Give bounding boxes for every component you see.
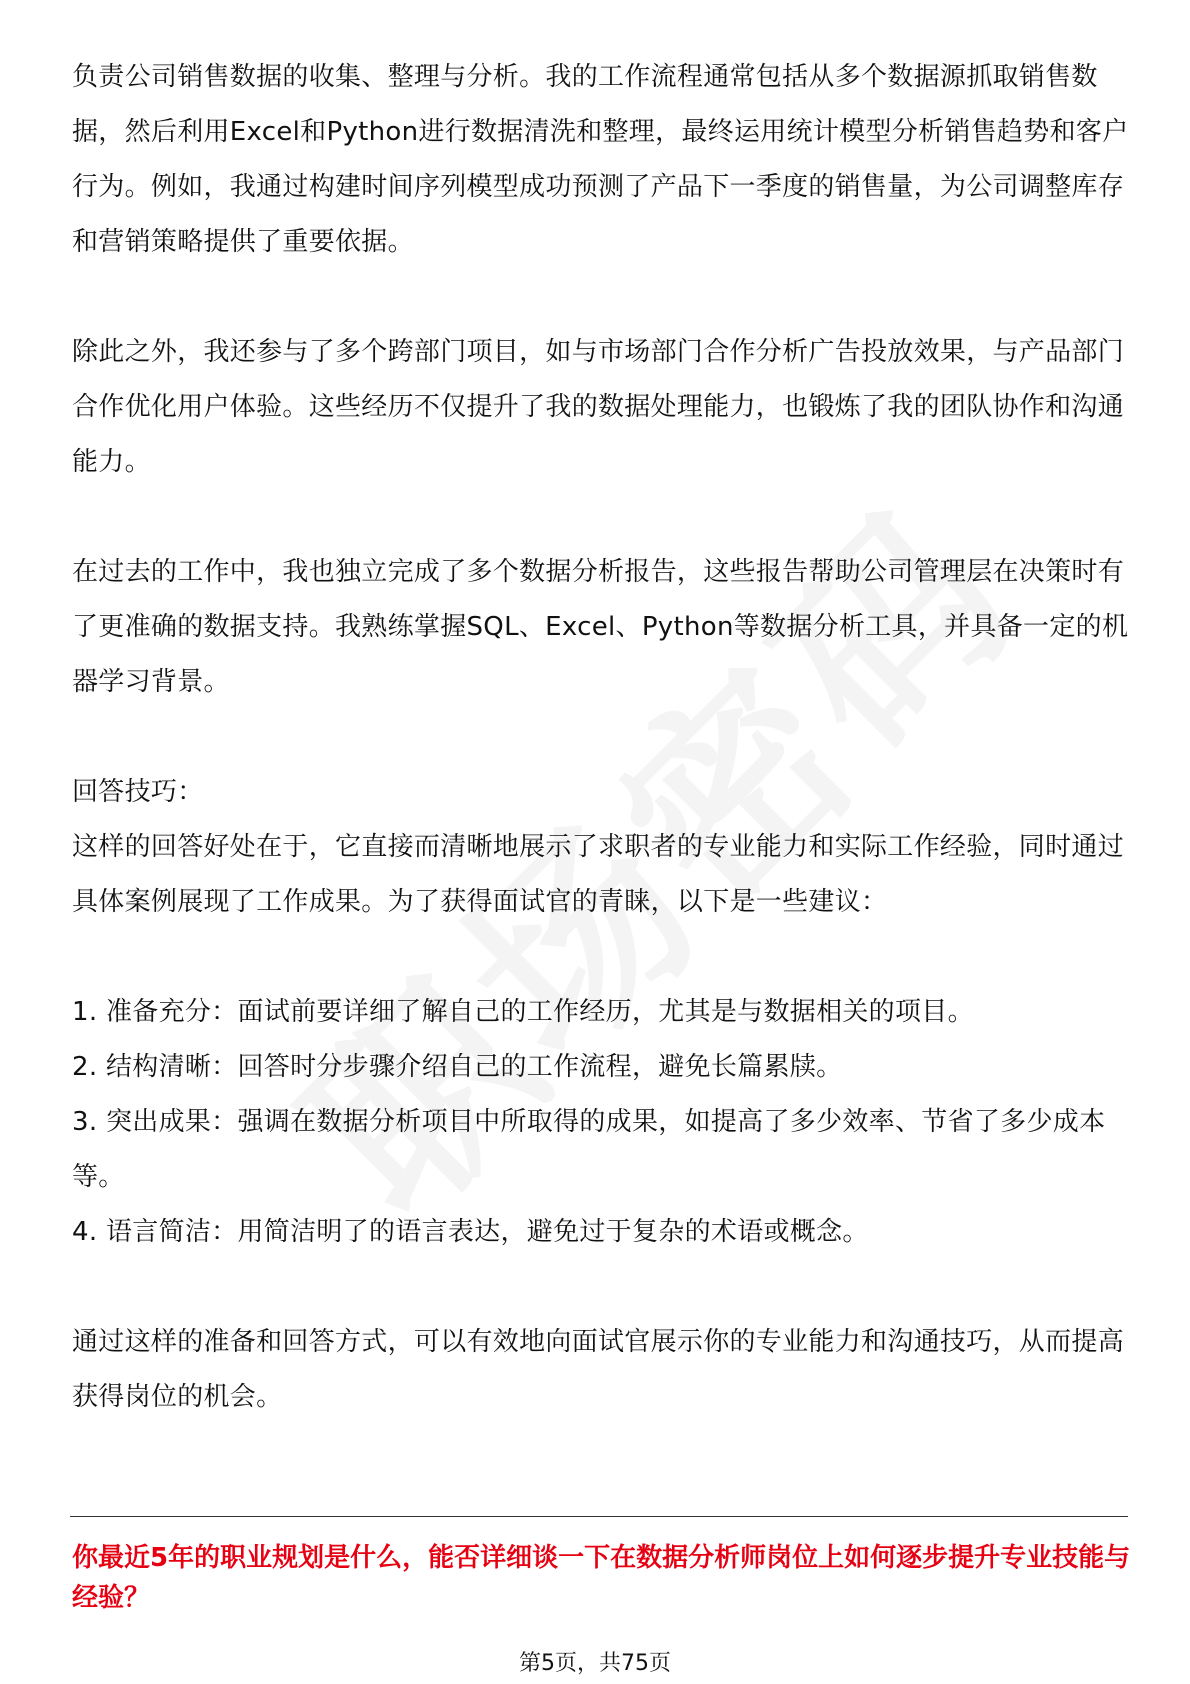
section-divider [70,1516,1128,1517]
answer-body [72,50,1132,1425]
paragraph-gap [72,710,1132,765]
paragraph-gap [72,930,1132,985]
paragraph-gap [72,1260,1132,1315]
list-item: 1. 准备充分：面试前要详细了解自己的工作经历，尤其是与数据相关的项目。 [72,997,974,1027]
list-item: 2. 结构清晰：回答时分步骤介绍自己的工作流程，避免长篇累牍。 [72,1052,843,1082]
paragraph-reports-skills: 在过去的工作中，我也独立完成了多个数据分析报告，这些报告帮助公司管理层在决策时有了更准确的数据支持。我熟练掌握SQL、Excel、Python等数据分析工具，并具备一定的机器学习背景。 [72,557,1129,697]
paragraph-sales-analysis: 负责公司销售数据的收集、整理与分析。我的工作流程通常包括从多个数据源抓取销售数据，然后利用Excel和Python进行数据清洗和整理，最终运用统计模型分析销售趋势和客户行为。例如，我通过构建时间序列模型成功预测了产品下一季度的销售量，为公司调整库存和营销策略提供了重要依据。 [72,62,1129,257]
list-item: 4. 语言简洁：用简洁明了的语言表达，避免过于复杂的术语或概念。 [72,1217,869,1247]
paragraph-gap [72,270,1132,325]
list-item: 3. 突出成果：强调在数据分析项目中所取得的成果，如提高了多少效率、节省了多少成本等。 [72,1107,1106,1192]
paragraph-cross-department: 除此之外，我还参与了多个跨部门项目，如与市场部门合作分析广告投放效果，与产品部门合作优化用户体验。这些经历不仅提升了我的数据处理能力，也锻炼了我的团队协作和沟通能力。 [72,337,1125,477]
paragraph-gap [72,490,1132,545]
tips-heading: 回答技巧： [72,777,204,807]
next-question-heading: 你最近5年的职业规划是什么，能否详细谈一下在数据分析师岗位上如何逐步提升专业技能与经验？ [72,1543,1131,1613]
paragraph-conclusion: 通过这样的准备和回答方式，可以有效地向面试官展示你的专业能力和沟通技巧，从而提高获得岗位的机会。 [72,1327,1125,1412]
tips-intro: 这样的回答好处在于，它直接而清晰地展示了求职者的专业能力和实际工作经验，同时通过具体案例展现了工作成果。为了获得面试官的青睐，以下是一些建议： [72,832,1125,917]
page-number: 第5页，共75页 [519,1651,671,1676]
